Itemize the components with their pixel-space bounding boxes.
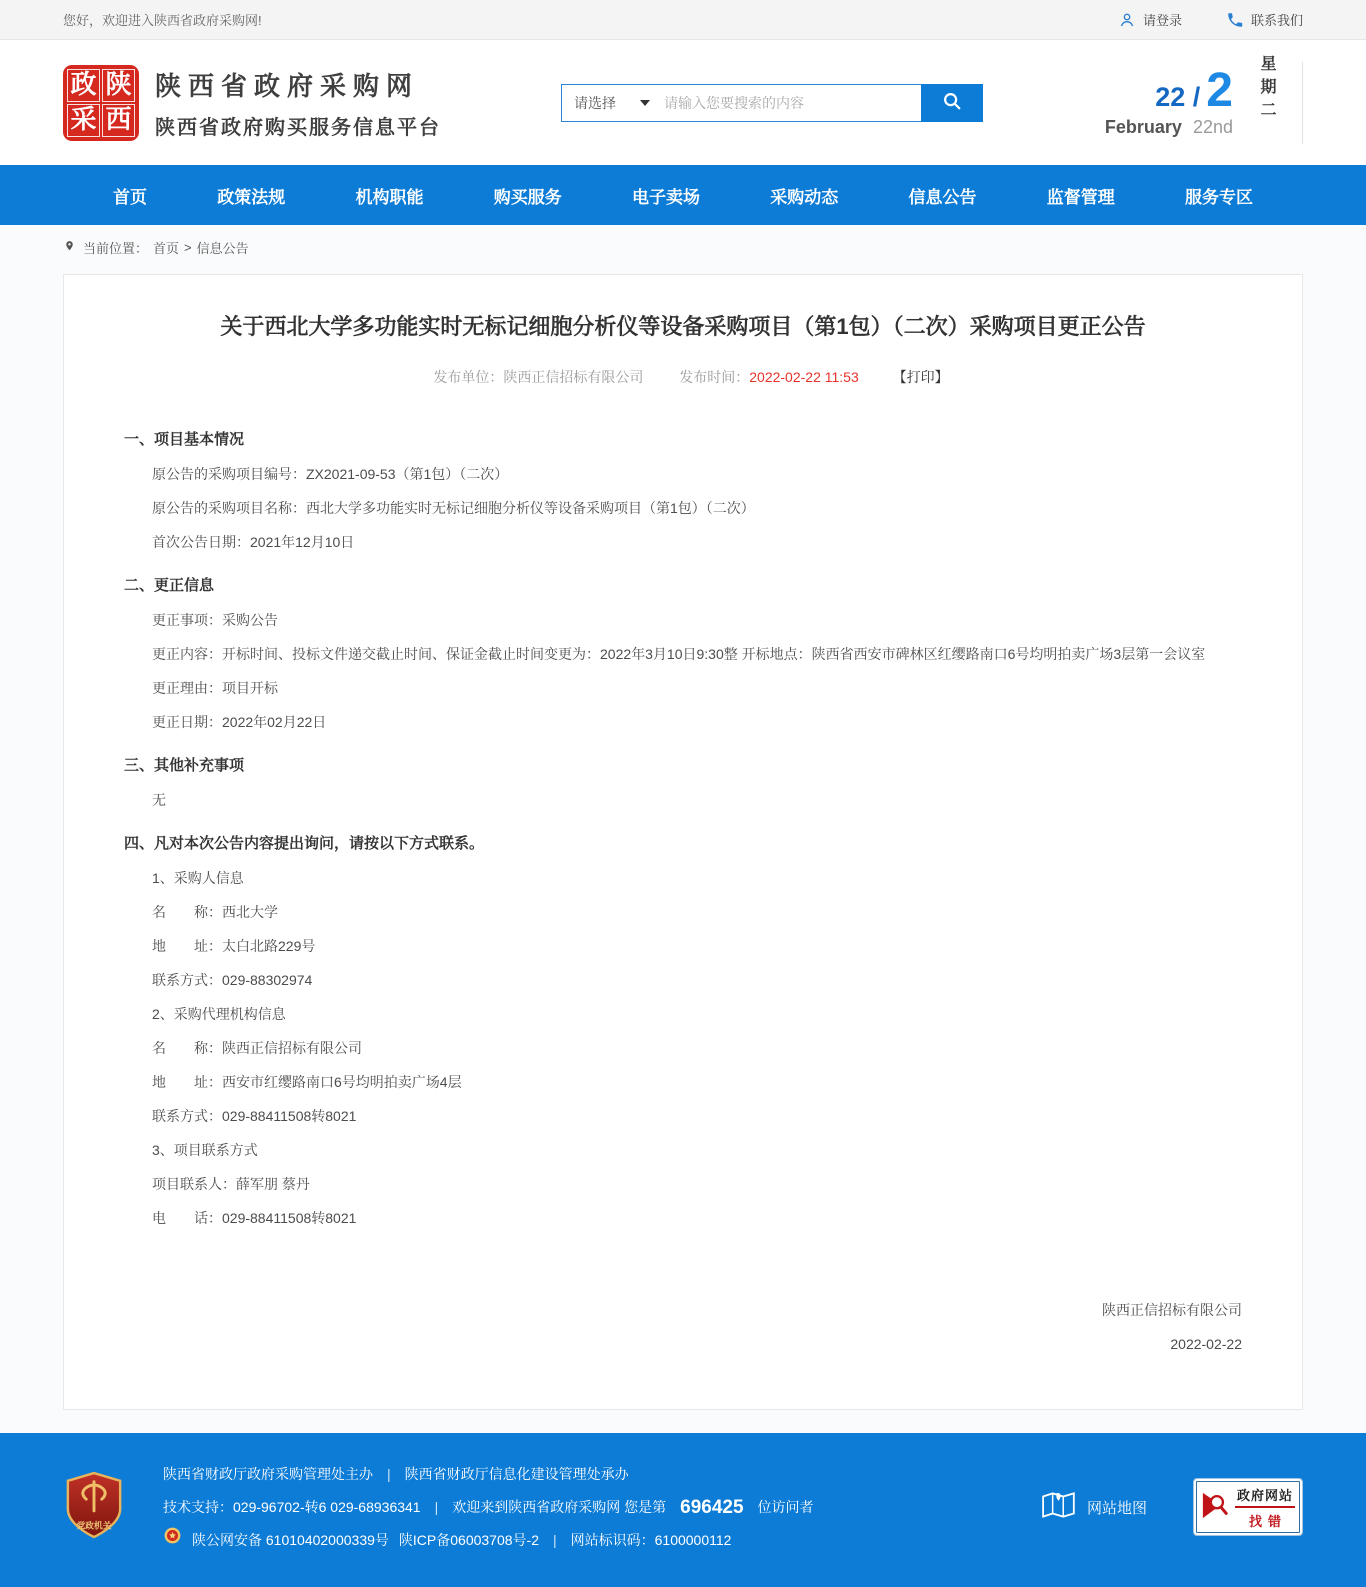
search-icon	[941, 90, 963, 115]
login-link[interactable]: 请登录	[1118, 10, 1182, 29]
body-line: 更正事项：采购公告	[152, 611, 278, 628]
police-record-link[interactable]: 陕公网安备 61010402000339号	[192, 1531, 389, 1548]
visitor-count: 696425	[680, 1496, 744, 1518]
section-heading: 一、项目基本情况	[124, 430, 245, 448]
svg-text:党政机关: 党政机关	[76, 1519, 112, 1530]
search-input[interactable]	[660, 85, 922, 121]
body-line: 更正内容：开标时间、投标文件递交截止时间、保证金截止时间变更为：2022年3月10日9:30整 开标地点：陕西省西安市碑林区红缨路南口6号均明拍卖广场3层第一会议室	[152, 645, 1206, 662]
site-subtitle: 陕西省政府购买服务信息平台	[155, 116, 441, 139]
section-heading: 二、更正信息	[124, 576, 215, 594]
site-footer	[0, 1433, 1366, 1587]
nav-item-functions[interactable]: 机构职能	[355, 187, 424, 207]
nav-item-policies[interactable]: 政策法规	[217, 187, 286, 207]
nav-item-procurement-news[interactable]: 采购动态	[770, 187, 839, 207]
article-meta	[124, 367, 1242, 387]
breadcrumb-separator: >	[184, 240, 192, 255]
body-line: 无	[152, 791, 166, 808]
body-line: 更正理由：项目开标	[152, 679, 278, 696]
article-body	[124, 401, 1242, 1235]
body-line: 地 址：西安市红缨路南口6号均明拍卖广场4层	[152, 1073, 462, 1090]
date-ordinal: 22nd	[1192, 117, 1233, 137]
user-icon	[1118, 11, 1136, 29]
body-line: 1、采购人信息	[152, 869, 244, 886]
date-month-name: February	[1104, 117, 1182, 137]
section-heading: 四、凡对本次公告内容提出询问，请按以下方式联系。	[124, 834, 485, 852]
signature-block	[124, 1293, 1242, 1361]
nav-item-purchase-services[interactable]: 购买服务	[493, 187, 562, 207]
err-badge-title: 政府网站	[1235, 1485, 1295, 1508]
police-badge-icon	[163, 1524, 182, 1557]
footer-line-registration: 陕公网安备 61010402000339号 陕ICP备06003708号-2 | 网站标识码：6100000112	[163, 1524, 814, 1557]
chevron-down-icon	[640, 100, 650, 106]
signature-date: 2022-02-22	[1170, 1335, 1242, 1352]
nav-item-e-market[interactable]: 电子卖场	[632, 187, 700, 207]
party-government-emblem	[63, 1470, 125, 1545]
search-button[interactable]	[921, 84, 983, 122]
contact-link[interactable]: 联系我们	[1226, 10, 1303, 29]
publish-time: 2022-02-22 11:53	[749, 368, 859, 385]
seal-logo: 政 陕 采 西	[63, 65, 139, 141]
err-badge-subtitle: 找错	[1248, 1513, 1287, 1529]
site-header	[0, 40, 1366, 165]
body-line: 原公告的采购项目名称：西北大学多功能实时无标记细胞分析仪等设备采购项目（第1包）（二次）	[152, 499, 755, 516]
main-navigation	[0, 165, 1366, 225]
breadcrumb-current[interactable]: 信息公告	[196, 241, 249, 256]
map-icon	[1041, 1489, 1077, 1525]
footer-line-organizers: 陕西省财政厅政府采购管理处主办 | 陕西省财政厅信息化建设管理处承办	[163, 1465, 629, 1482]
sitemap-link[interactable]: 网站地图	[1041, 1489, 1147, 1525]
phone-icon	[1226, 11, 1244, 29]
welcome-text: 您好，欢迎进入陕西省政府采购网!	[63, 13, 262, 28]
date-month-number: 2	[1206, 64, 1233, 117]
section-heading: 三、其他补充事项	[124, 756, 245, 774]
icp-record-link[interactable]: 陕ICP备06003708号-2	[398, 1531, 539, 1548]
nav-item-service-zone[interactable]: 服务专区	[1185, 187, 1253, 207]
nav-item-supervision[interactable]: 监督管理	[1046, 187, 1115, 207]
announcement-card	[63, 274, 1303, 1410]
breadcrumb-prefix: 当前位置：	[83, 241, 149, 256]
date-widget	[1105, 55, 1303, 151]
header-divider	[1302, 62, 1303, 144]
body-line: 名 称：西北大学	[152, 903, 278, 920]
site-logo	[63, 65, 441, 141]
location-pin-icon	[63, 239, 78, 257]
body-line: 3、项目联系方式	[152, 1141, 258, 1158]
body-line: 2、采购代理机构信息	[152, 1005, 286, 1022]
body-line: 电 话：029-88411508转8021	[152, 1209, 357, 1226]
nav-item-announcements[interactable]: 信息公告	[908, 187, 977, 207]
breadcrumb-home[interactable]: 首页	[153, 241, 180, 256]
publish-time-label: 发布时间：	[679, 368, 750, 385]
top-bar	[0, 0, 1366, 40]
breadcrumb	[0, 225, 1366, 270]
website-error-report-badge[interactable]	[1193, 1478, 1303, 1536]
error-finder-icon	[1201, 1489, 1229, 1526]
body-line: 名 称：陕西正信招标有限公司	[152, 1039, 362, 1056]
search-box	[561, 84, 983, 122]
date-weekday: 星期二	[1258, 54, 1275, 124]
signature-company: 陕西正信招标有限公司	[1102, 1301, 1242, 1318]
print-button[interactable]: 【打印】	[892, 368, 949, 385]
body-line: 首次公告日期：2021年12月10日	[152, 533, 355, 550]
publisher-name: 陕西正信招标有限公司	[503, 368, 644, 385]
article-title: 关于西北大学多功能实时无标记细胞分析仪等设备采购项目（第1包）（二次）采购项目更正公告	[220, 314, 1146, 339]
publisher-label: 发布单位：	[433, 368, 504, 385]
body-line: 联系方式：029-88411508转8021	[152, 1107, 357, 1124]
date-day: 22 /	[1155, 82, 1201, 112]
body-line: 联系方式：029-88302974	[152, 971, 313, 988]
site-title: 陕西省政府采购网	[155, 70, 420, 101]
body-line: 原公告的采购项目编号：ZX2021-09-53（第1包）（二次）	[152, 465, 509, 482]
body-line: 地 址：太白北路229号	[152, 937, 316, 954]
footer-line-support: 技术支持：029-96702-转6 029-68936341 | 欢迎来到陕西省政府采购网 您是第 696425 位访问者	[163, 1491, 814, 1524]
body-line: 更正日期：2022年02月22日	[152, 713, 327, 730]
body-line: 项目联系人：薛军朋 蔡丹	[152, 1175, 310, 1192]
nav-item-home[interactable]: 首页	[113, 187, 147, 207]
search-category-select[interactable]: 请选择	[562, 85, 660, 121]
